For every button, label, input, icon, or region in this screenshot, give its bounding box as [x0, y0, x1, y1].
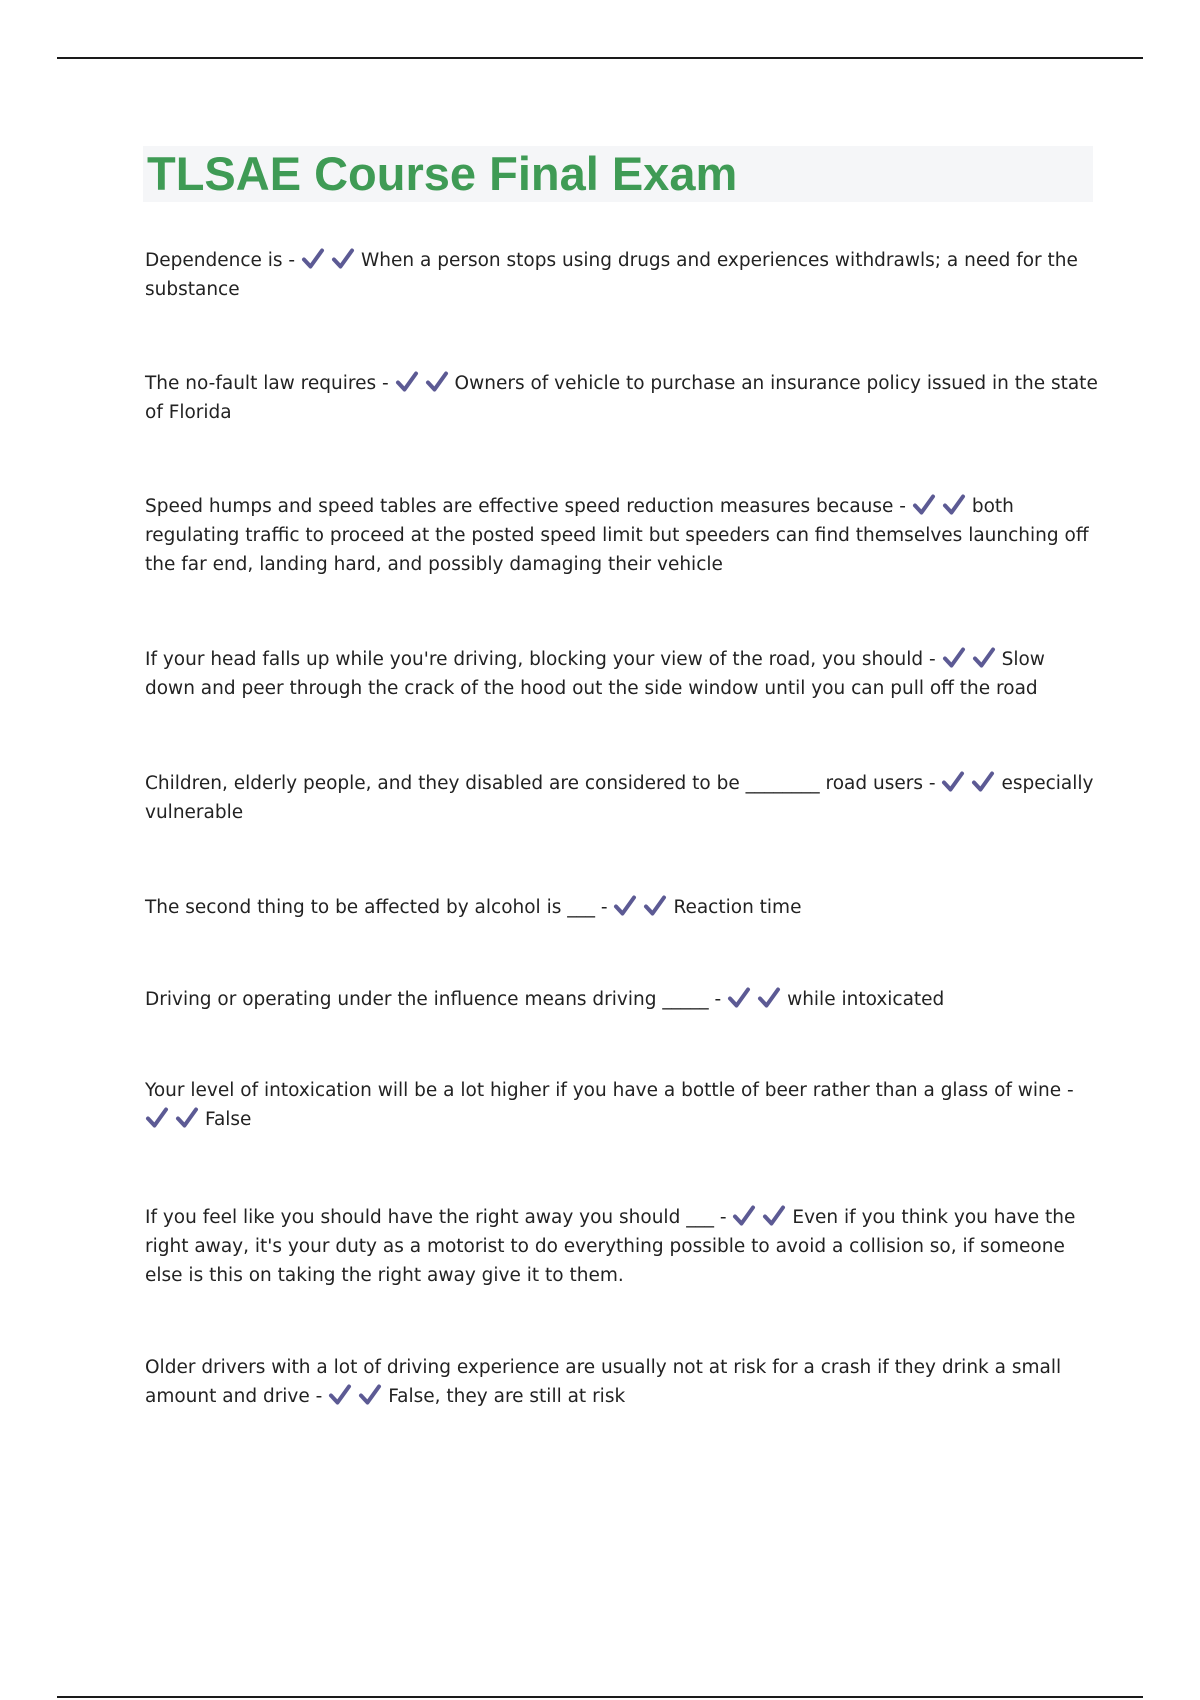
check-icon — [941, 771, 965, 793]
check-icon — [358, 1384, 382, 1406]
answer-text: especially vulnerable — [145, 773, 1094, 823]
answer-text: Owners of vehicle to purchase an insurance policy issued in the state of Florida — [145, 373, 1098, 423]
question-text: The second thing to be affected by alcohol is ___ - — [145, 897, 608, 918]
qa-item — [145, 246, 1100, 304]
check-icon — [762, 1205, 786, 1227]
answer-text: False — [205, 1109, 252, 1130]
page-title: TLSAE Course Final Exam — [147, 147, 738, 200]
check-icon — [942, 494, 966, 516]
qa-item — [145, 369, 1100, 427]
question-text: Your level of intoxication will be a lot higher if you have a bottle of beer rather than a glass of wine - — [145, 1080, 1074, 1101]
check-icon — [301, 248, 325, 270]
question-text: The no-fault law requires - — [145, 373, 389, 394]
answer-text: False, they are still at risk — [388, 1386, 626, 1407]
qa-item — [145, 1203, 1100, 1290]
check-icon — [145, 1107, 169, 1129]
qa-item — [145, 985, 1100, 1014]
question-text: Dependence is - — [145, 250, 296, 271]
check-icon — [331, 248, 355, 270]
question-text: Speed humps and speed tables are effective speed reduction measures because - — [145, 496, 906, 517]
check-icon — [912, 494, 936, 516]
top-rule — [57, 57, 1143, 59]
check-icon — [757, 987, 781, 1009]
check-icon — [732, 1205, 756, 1227]
check-icon — [971, 771, 995, 793]
check-icon — [643, 895, 667, 917]
answer-text: both regulating traffic to proceed at the posted speed limit but speeders can find themselves launching off the far end, landing hard, and possibly damaging their vehicle — [145, 496, 1089, 575]
check-icon — [395, 371, 419, 393]
qa-item — [145, 893, 1100, 922]
question-text: If your head falls up while you're driving, blocking your view of the road, you should - — [145, 649, 936, 670]
check-icon — [613, 895, 637, 917]
answer-text: Slow down and peer through the crack of the hood out the side window until you can pull off the road — [145, 649, 1045, 699]
question-text: Children, elderly people, and they disabled are considered to be ________ road users - — [145, 773, 936, 794]
qa-item — [145, 1076, 1100, 1134]
question-text: Driving or operating under the influence means driving _____ - — [145, 989, 722, 1010]
qa-item — [145, 769, 1100, 827]
check-icon — [425, 371, 449, 393]
answer-text: while intoxicated — [787, 989, 945, 1010]
question-text: Older drivers with a lot of driving experience are usually not at risk for a crash if they drink a small amount and drive - — [145, 1357, 1062, 1407]
check-icon — [972, 647, 996, 669]
qa-item — [145, 645, 1100, 703]
qa-item — [145, 1353, 1100, 1411]
answer-text: Even if you think you have the right away, it's your duty as a motorist to do everything possible to avoid a collision so, if someone else is this on taking the right away give it to them. — [145, 1207, 1076, 1286]
check-icon — [942, 647, 966, 669]
qa-item — [145, 492, 1100, 579]
answer-text: Reaction time — [673, 897, 802, 918]
check-icon — [727, 987, 751, 1009]
check-icon — [175, 1107, 199, 1129]
question-text: If you feel like you should have the right away you should ___ - — [145, 1207, 727, 1228]
bottom-rule — [57, 1696, 1143, 1698]
check-icon — [328, 1384, 352, 1406]
answer-text: When a person stops using drugs and experiences withdrawls; a need for the substance — [145, 250, 1078, 300]
